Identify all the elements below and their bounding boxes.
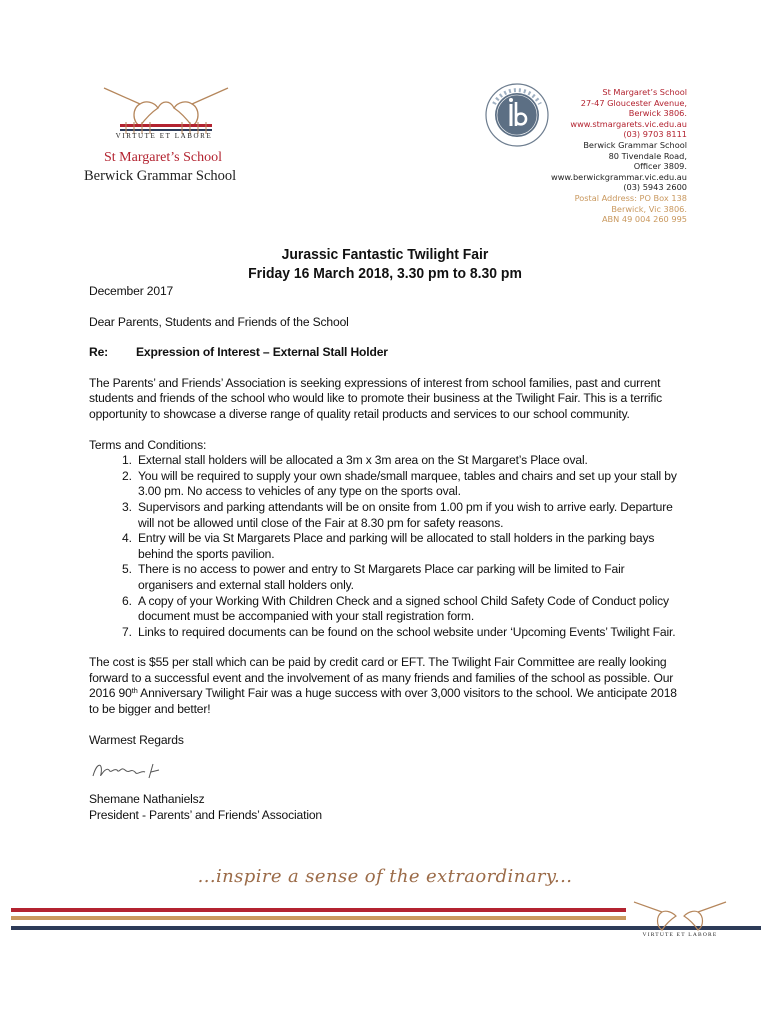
handwritten-signature-icon [89,756,179,786]
contact-smg-address-1: 27-47 Gloucester Avenue, [580,97,687,108]
terms-item: 7. Links to required documents can be found on the school website under ‘Upcoming Events’ Twilight Fair. [135,625,679,641]
event-title: Jurassic Fantastic Twilight Fair [281,246,489,263]
subject-label: Re: [89,345,109,360]
contact-abn: ABN 49 004 260 995 [601,214,687,225]
school-name-st-margarets: St Margaret’s School [104,150,222,165]
letter-intro: The Parents’ and Friends’ Association is seeking expressions of interest from school families, past and current students and friends of the school who would like to promote their business at the Twilight Fair. This is a terrific opportunity to showcase a diverse range of quality retail products and services to our school community. [89,375,663,421]
letter-greeting: Dear Parents, Students and Friends of the School [89,314,349,329]
contact-smg-name: St Margaret’s School [602,87,687,97]
contact-bgs-address-1: 80 Tivendale Road, [608,150,687,161]
footer-motto: VIRTUTE ET LABORE [642,932,718,938]
contact-bgs-phone: (03) 5943 2600 [623,182,687,193]
terms-item: 5. There is no access to power and entry to St Margarets Place car parking will be limited to Fair organisers and external stall holders only. [135,562,679,593]
signer-name: Shemane Nathanielsz [89,792,205,807]
cost-text-part1: The cost is $55 per stall which can be paid by credit card or EFT. The Twilight Fair Committee are really looking forward to a successful event and the involvement of as many friends and families of the school as possible. Our 2016 90 [89,655,674,701]
terms-item: 4. Entry will be via St Margarets Place and parking will be allocated to stall holders in the parking bays behind the sports pavilion. [135,531,679,562]
contact-bgs-web-link[interactable]: www.berwickgrammar.vic.edu.au [551,171,687,182]
letter-cost-paragraph [89,655,679,717]
contact-bgs-address-2: Officer 3809. [633,161,687,172]
contact-smg-web-link[interactable]: www.stmargarets.vic.edu.au [570,118,687,129]
terms-item: 2. You will be required to supply your own shade/small marquee, tables and chairs and set up your stall by 3.00 pm. No access to vehicles of any type on the sports oval. [135,469,679,500]
crest-motto: VIRTUTE ET LABORE [115,132,213,140]
contact-postal: Postal Address: PO Box 138 [574,192,687,203]
footer-unicorn-crest-icon [630,896,730,936]
contact-bgs-name: Berwick Grammar School [583,139,687,150]
subject-text: Expression of Interest – External Stall Holder [136,345,388,360]
cost-text-part2: Anniversary Twilight Fair was a huge success with over 3,000 visitors to the school. We anticipate 2018 to be bigger and better! [89,686,677,717]
footer-band-red [11,908,626,912]
terms-heading: Terms and Conditions: [89,437,207,452]
contact-smg-address-2: Berwick 3806. [628,108,687,119]
twin-unicorn-crest-icon [96,78,236,140]
contact-postal-2: Berwick, Vic 3806. [611,203,687,214]
letter-date: December 2017 [89,284,174,298]
footer-band-gold [11,916,626,920]
terms-list [89,453,679,640]
terms-item: 3. Supervisors and parking attendants will be on onsite from 1.00 pm if you wish to arrive early. Departure will not be allowed until close of the Fair at 8.30 pm for safety reasons. [135,500,679,531]
signer-title: President - Parents’ and Friends’ Association [89,807,323,822]
contact-smg-phone: (03) 9703 8111 [623,129,687,140]
letter-body [89,284,679,823]
letter-closing: Warmest Regards [89,732,184,747]
cost-ordinal-suffix: th [131,686,138,696]
letter-subject [89,345,679,361]
terms-item: 6. A copy of your Working With Children Check and a signed school Child Safety Code of Conduct policy document must be accompanied with your stall registration form. [135,594,679,625]
contact-block [551,87,687,225]
ib-world-school-badge-icon [484,82,550,148]
school-name-berwick-grammar: Berwick Grammar School [84,168,237,184]
terms-item: 1. External stall holders will be allocated a 3m x 3m area on the St Margaret’s Place oval. [135,453,679,469]
event-date-time: Friday 16 March 2018, 3.30 pm to 8.30 pm [248,265,522,282]
footer-tagline: ...inspire a sense of the extraordinary... [197,866,573,887]
